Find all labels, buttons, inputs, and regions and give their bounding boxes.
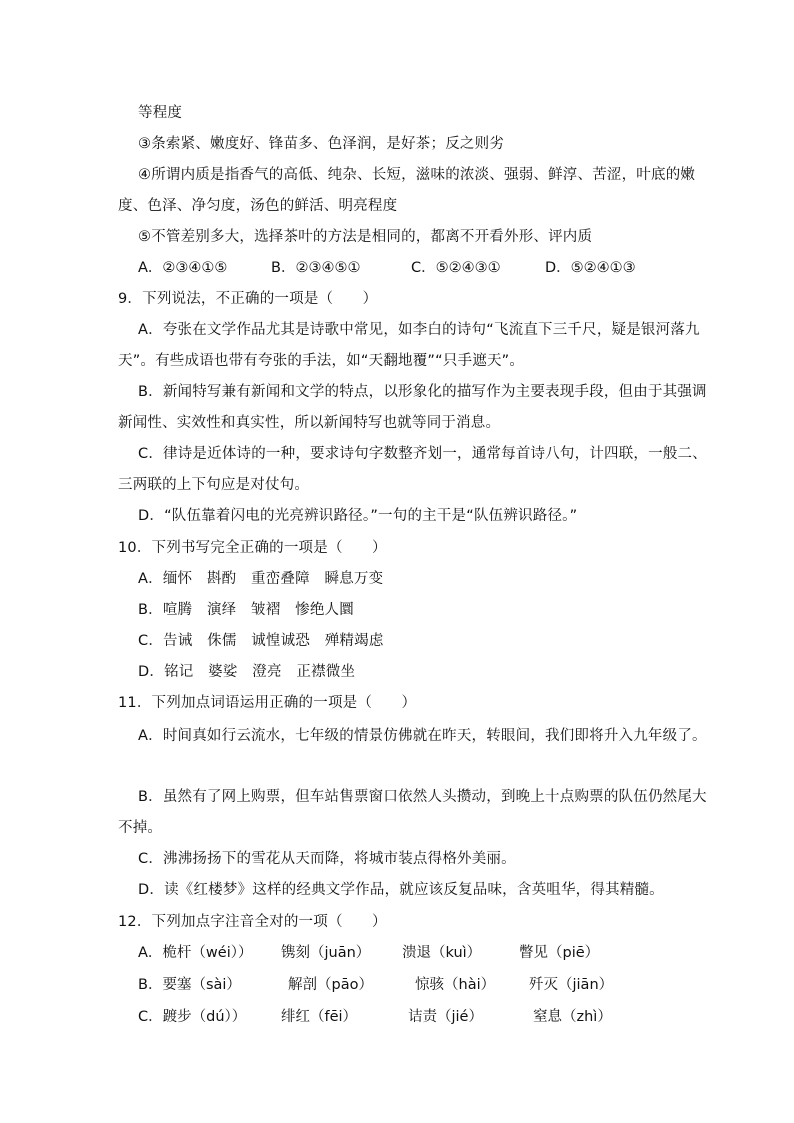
q12-row-c-item-1: C．踱步（dú））	[138, 1009, 247, 1025]
q11-option-d: D．读《红楼梦》这样的经典文学作品，就应该反复品味，含英咀华，得其精髓。	[138, 882, 664, 898]
q8-line-3: ④所谓内质是指香气的高低、纯杂、长短，滋味的浓淡、强弱、鲜淳、苦涩，叶底的嫩	[138, 167, 696, 183]
q8-line-5: ⑤不管差别多大，选择茶叶的方法是相同的，都离不开看外形、评内质	[138, 229, 593, 245]
q8-line-2: ③条索紧、嫩度好、锋苗多、色泽润，是好茶；反之则劣	[138, 136, 504, 152]
q8-option-b: B．②③④⑤①	[271, 260, 361, 276]
q10-option-b: B．喧腾 演绎 皱褶 惨绝人圜	[138, 602, 354, 618]
q10-option-a: A．缅怀 斟酌 重峦叠障 瞬息万变	[138, 571, 384, 587]
q9-option-c-line-1: C．律诗是近体诗的一种，要求诗句字数整齐划一，通常每首诗八句，计四联，一般二、	[138, 446, 707, 462]
q8-option-c: C．⑤②④③①	[411, 260, 501, 276]
q11-option-b-line-2: 不掉。	[118, 820, 163, 836]
q9-option-b-line-1: B．新闻特写兼有新闻和文学的特点，以形象化的描写作为主要表现手段，但由于其强调	[138, 384, 707, 400]
q12-row-a-item-4: 瞥见（piē）	[519, 945, 600, 961]
q12-row-a-item-1: A．桅杆（wéi））	[138, 945, 253, 961]
q11-stem: 11．下列加点词语运用正确的一项是（ ）	[118, 695, 417, 711]
q9-option-c-line-2: 三两联的上下句应是对仗句。	[118, 477, 310, 493]
q12-row-b-item-1: B．要塞（sài）	[138, 977, 241, 993]
q8-line-4: 度、色泽、净匀度，汤色的鲜活、明亮程度	[118, 198, 398, 214]
q10-option-d: D．铭记 婆娑 澄亮 正襟微坐	[138, 664, 356, 680]
q12-row-a-item-2: 镌刻（juān）	[281, 945, 371, 961]
q12-stem: 12．下列加点字注音全对的一项（ ）	[118, 914, 387, 930]
q12-row-b-item-2: 解剖（pāo）	[288, 977, 373, 993]
q10-option-c: C．告诫 侏儒 诚惶诚恐 殚精竭虑	[138, 633, 384, 649]
q9-option-a-line-1: A．夸张在文学作品尤其是诗歌中常见，如李白的诗句“飞流直下三千尺，疑是银河落九	[138, 322, 700, 338]
q8-option-a: A．②③④①⑤	[138, 260, 228, 276]
q12-row-b-item-4: 歼灭（jiān）	[529, 977, 614, 993]
q12-row-c-item-2: 绯红（fēi）	[281, 1009, 358, 1025]
q12-row-c-item-3: 诘责（jié）	[408, 1009, 483, 1025]
q9-option-a-line-2: 天”。有些成语也带有夸张的手法，如“天翻地覆”“只手遮天”。	[118, 353, 525, 369]
q9-stem: 9．下列说法，不正确的一项是（ ）	[118, 291, 378, 307]
q9-option-d: D．“队伍靠着闪电的光亮辨识路径。”一句的主干是“队伍辨识路径。”	[138, 508, 578, 524]
q12-row-a-item-3: 溃退（kuì）	[402, 945, 482, 961]
q12-row-b-item-3: 惊骇（hài）	[415, 977, 496, 993]
q11-option-c: C．沸沸扬扬下的雪花从天而降，将城市装点得格外美丽。	[138, 851, 516, 867]
q12-row-c-item-4: 窒息（zhì）	[533, 1009, 612, 1025]
q8-option-d: D．⑤②④①③	[545, 260, 636, 276]
q8-line-1: 等程度	[138, 105, 183, 121]
q11-option-b-line-1: B．虽然有了网上购票，但车站售票窗口依然人头攒动，到晚上十点购票的队伍仍然尾大	[138, 789, 707, 805]
q9-option-b-line-2: 新闻性、实效性和真实性，所以新闻特写也就等同于消息。	[118, 415, 501, 431]
q10-stem: 10．下列书写完全正确的一项是（ ）	[118, 540, 387, 556]
q11-option-a: A．时间真如行云流水，七年级的情景仿佛就在昨天，转眼间，我们即将升入九年级了。	[138, 728, 707, 744]
